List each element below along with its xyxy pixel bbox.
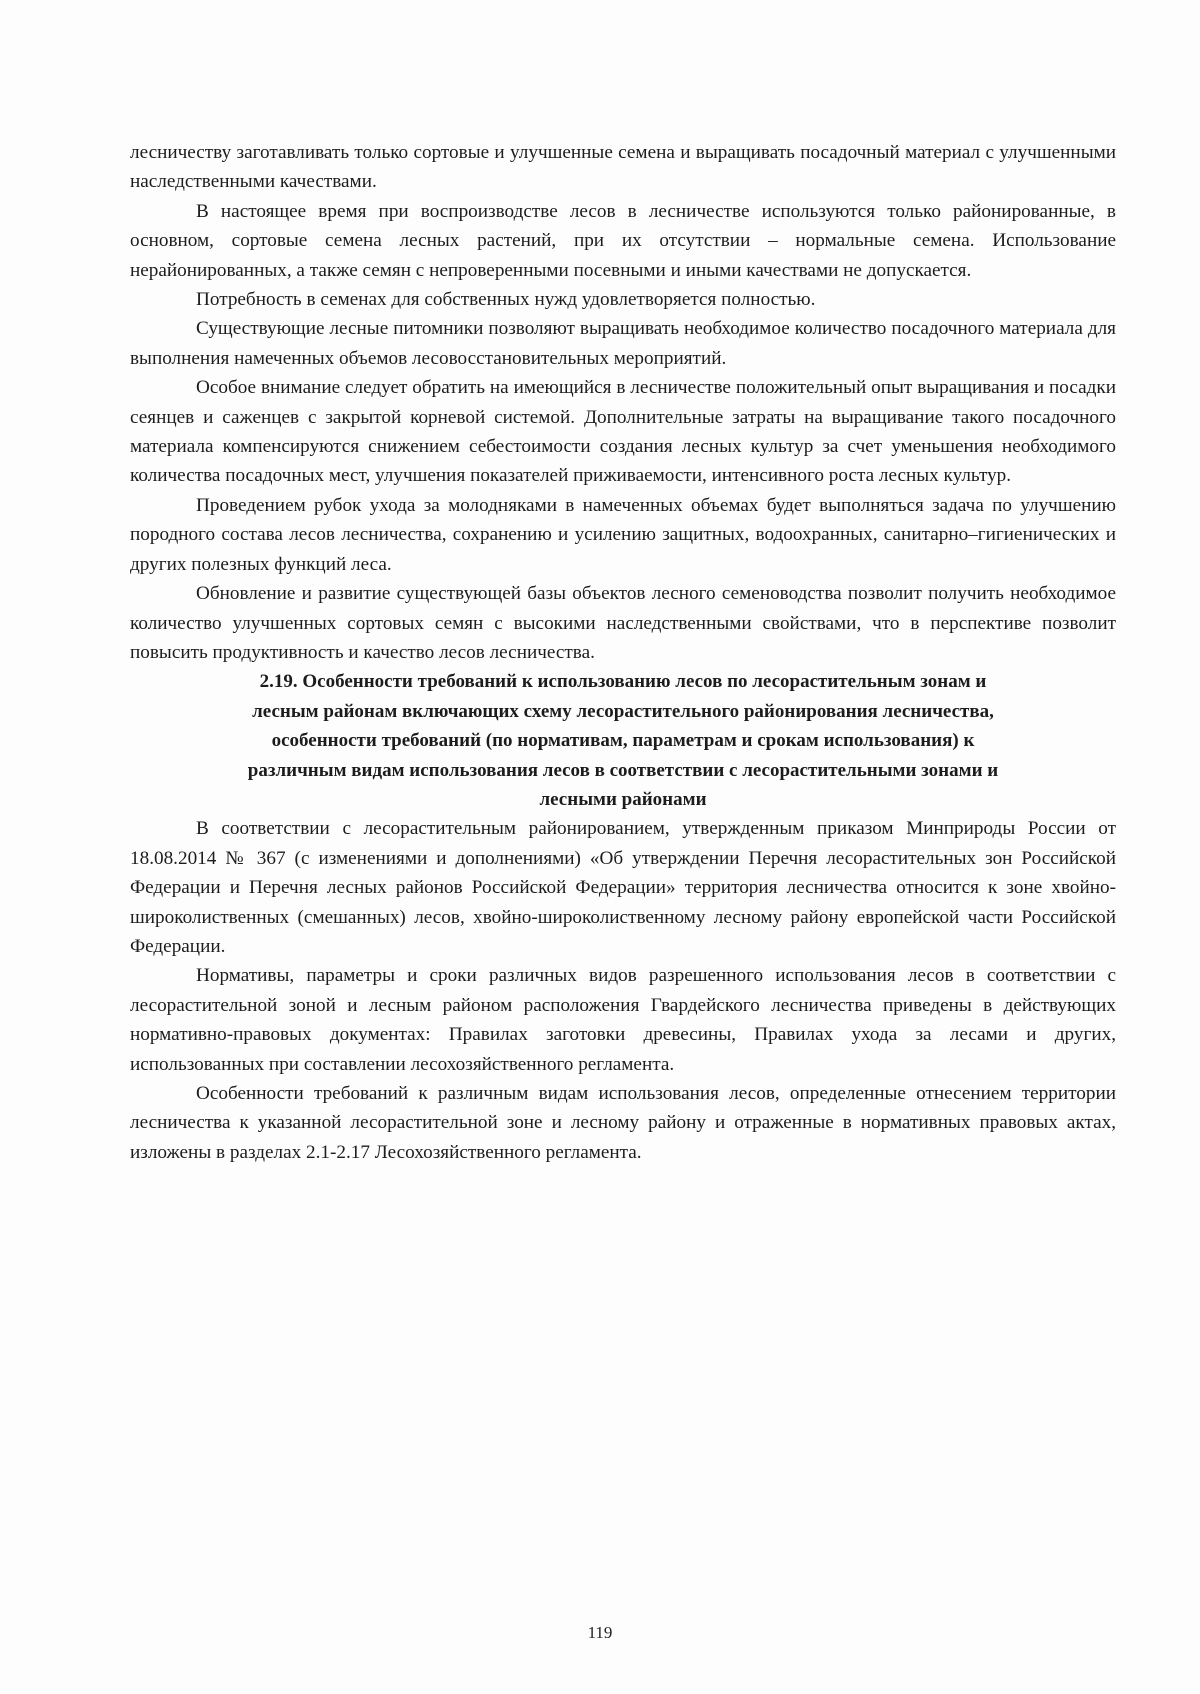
section-heading-line: лесными районами (539, 788, 707, 810)
paragraph: Особое внимание следует обратить на имеющийся в лесничестве положительный опыт выращивания и посадки сеянцев и саженцев с закрытой корневой системой. Дополнительные затраты на выращивание такого посадочного материала компенсируются снижением себестоимости создания лесных культур за счет уменьшения необходимого количества посадочных мест, улучшения показателей приживаемости, интенсивного роста лесных культур. (130, 377, 1116, 487)
section-heading-line: особенности требований (по нормативам, параметрам и срокам использования) к (271, 730, 975, 752)
paragraph: Существующие лесные питомники позволяют выращивать необходимое количество посадочного материала для выполнения намеченных объемов лесовосстановительных мероприятий. (130, 318, 1116, 369)
section-heading-line: различным видам использования лесов в соответствии с лесорастительными зонами и (247, 759, 999, 781)
paragraph: Потребность в семенах для собственных нужд удовлетворяется полностью. (196, 289, 816, 311)
paragraph: Обновление и развитие существующей базы объектов лесного семеноводства позволит получить необходимое количество улучшенных сортовых семян с высокими наследственными свойствами, что в перспективе позволит повысить продуктивность и качество лесов лесничества. (130, 583, 1116, 663)
paragraph: Нормативы, параметры и сроки различных видов разрешенного использования лесов в соответствии с лесорастительной зоной и лесным районом расположения Гвардейского лесничества приведены в действующих нормативно-правовых документах: Правилах заготовки древесины, Правилах ухода за лесами и других, использованных при составлении лесохозяйственного регламента. (130, 965, 1116, 1075)
paragraph: В настоящее время при воспроизводстве лесов в лесничестве используются только районированные, в основном, сортовые семена лесных растений, при их отсутствии – нормальные семена. Использование нерайонированных, а также семян с непроверенными посевными и иными качествами не допускается. (130, 200, 1116, 281)
paragraph: Проведением рубок ухода за молодняками в намеченных объемах будет выполняться задача по улучшению породного состава лесов лесничества, сохранению и усилению защитных, водоохранных, санитарно–гигиенических и других полезных функций леса. (130, 494, 1116, 575)
section-heading-line: лесным районам включающих схему лесорастительного районирования лесничества, (252, 700, 994, 722)
section-heading-line: 2.19. Особенности требований к использованию лесов по лесорастительным зонам и (259, 671, 987, 693)
paragraph: В соответствии с лесорастительным районированием, утвержденным приказом Минприроды России от 18.08.2014 № 367 (с изменениями и дополнениями) «Об утверждении Перечня лесорастительных зон Российской Федерации и Перечня лесных районов Российской Федерации» территория лесничества относится к зоне хвойно-широколиственных (смешанных) лесов, хвойно-широколиственному лесному району европейской части Российской Федерации. (130, 818, 1116, 957)
page-number: 119 (587, 1623, 613, 1642)
page-body (130, 138, 1116, 1167)
paragraph: Особенности требований к различным видам использования лесов, определенные отнесением территории лесничества к указанной лесорастительной зоне и лесному району и отраженные в нормативных правовых актах, изложены в разделах 2.1-2.17 Лесохозяйственного регламента. (130, 1083, 1116, 1163)
paragraph-continuation: лесничеству заготавливать только сортовые и улучшенные семена и выращивать посадочный материал с улучшенными наследственными качествами. (130, 142, 1116, 193)
section-heading (130, 667, 1116, 814)
